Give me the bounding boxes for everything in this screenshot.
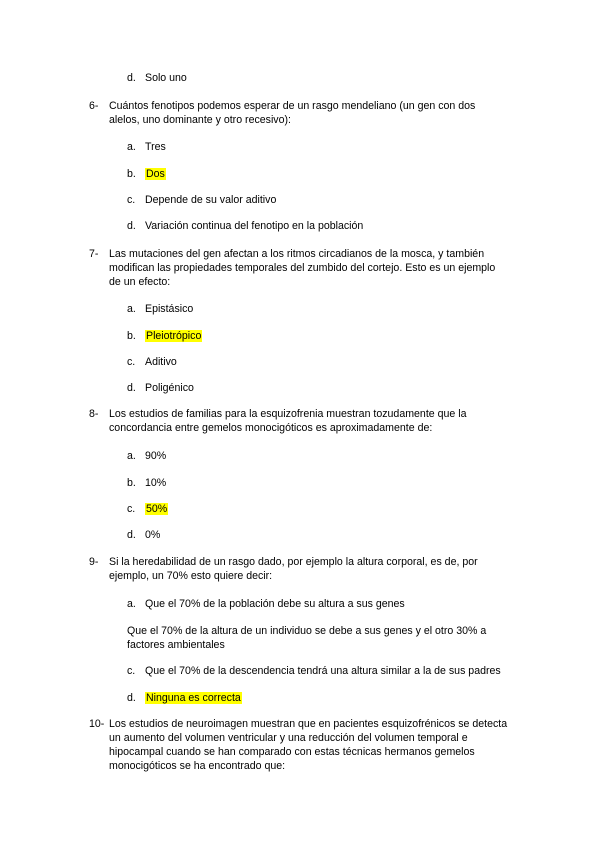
option-letter: d. [127, 220, 136, 232]
option-text: Tres [145, 141, 166, 153]
question-line: alelos, uno dominante y otro recesivo): [109, 114, 291, 126]
option-text: 0% [145, 529, 161, 541]
question-line: de un efecto: [109, 276, 171, 288]
option-letter: a. [127, 598, 136, 610]
option-letter: d. [127, 382, 136, 394]
question-line: modifican las propiedades temporales del zumbido del cortejo. Esto es un ejemplo [109, 262, 496, 274]
question-line: Cuántos fenotipos podemos esperar de un rasgo mendeliano (un gen con dos [109, 100, 476, 112]
question-line: Los estudios de familias para la esquizofrenia muestran tozudamente que la [109, 408, 467, 420]
question-line: un aumento del volumen ventricular y una reducción del volumen temporal e [109, 732, 468, 744]
option-text: Poligénico [145, 382, 194, 394]
option-text-highlighted: Dos [146, 168, 165, 180]
question-number: 9- [89, 556, 99, 568]
option-text: Variación continua del fenotipo en la población [145, 220, 364, 232]
option-letter: a. [127, 141, 136, 153]
question-number: 8- [89, 408, 99, 420]
question-line: Si la heredabilidad de un rasgo dado, por ejemplo la altura corporal, es de, por [109, 556, 478, 568]
option-letter: c. [127, 503, 136, 515]
option-text: Solo uno [145, 72, 187, 84]
question-line: concordancia entre gemelos monocigóticos es aproximadamente de: [109, 422, 433, 434]
option-text: Depende de su valor aditivo [145, 194, 277, 206]
option-text-highlighted: Ninguna es correcta [146, 692, 241, 704]
question-number: 10- [89, 718, 105, 730]
option-letter: c. [127, 665, 136, 677]
question-line: hipocampal cuando se han comparado con estas técnicas hermanos gemelos [109, 746, 475, 758]
option-text: Aditivo [145, 356, 177, 368]
option-text: Epistásico [145, 303, 194, 315]
option-text: 90% [145, 450, 167, 462]
option-text: 10% [145, 477, 167, 489]
option-text-highlighted: 50% [146, 503, 168, 515]
question-number: 6- [89, 100, 99, 112]
option-letter: a. [127, 303, 136, 315]
question-line: Las mutaciones del gen afectan a los ritmos circadianos de la mosca, y también [109, 248, 485, 260]
question-number: 7- [89, 248, 99, 260]
option-letter: d. [127, 692, 136, 704]
option-letter: c. [127, 356, 136, 368]
option-letter: d. [127, 529, 136, 541]
option-text: Que el 70% de la descendencia tendrá una altura similar a la de sus padres [145, 665, 501, 677]
option-letter: a. [127, 450, 136, 462]
option-text: Que el 70% de la población debe su altura a sus genes [145, 598, 405, 610]
option-paragraph-line: Que el 70% de la altura de un individuo se debe a sus genes y el otro 30% a [127, 625, 487, 637]
option-letter: d. [127, 72, 136, 84]
question-line: ejemplo, un 70% esto quiere decir: [109, 570, 273, 582]
option-text-highlighted: Pleiotrópico [146, 330, 202, 342]
question-line: monocigóticos se ha encontrado que: [109, 760, 286, 772]
question-line: Los estudios de neuroimagen muestran que en pacientes esquizofrénicos se detecta [109, 718, 508, 730]
option-letter: b. [127, 330, 136, 342]
option-letter: b. [127, 168, 136, 180]
option-letter: b. [127, 477, 136, 489]
option-paragraph-line: factores ambientales [127, 639, 225, 651]
option-letter: c. [127, 194, 136, 206]
